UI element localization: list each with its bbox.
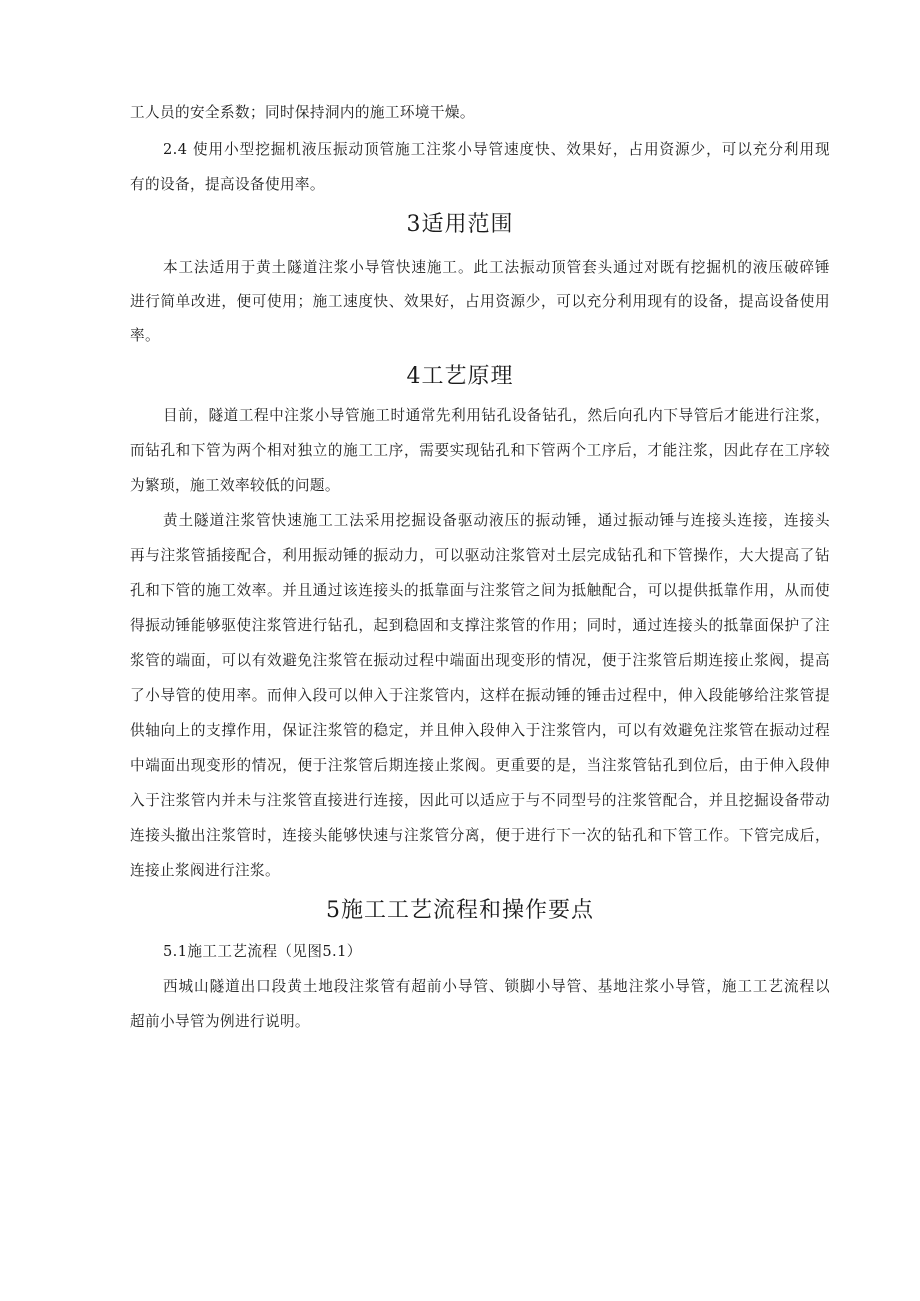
section-4-paragraph-line: 再与注浆管插接配合，利用振动锤的振动力，可以驱动注浆管对土层完成钻孔和下管操作，大大提高了钻 [130,547,830,564]
section-4-paragraph-line: 入于注浆管内并未与注浆管直接进行连接，因此可以适应于与不同型号的注浆管配合，并且挖掘设备带动 [130,792,830,809]
section-4-paragraph-line: 浆管的端面，可以有效避免注浆管在振动过程中端面出现变形的情况，便于注浆管后期连接止浆阀，提高 [130,652,830,669]
section-3-paragraph-line: 进行简单改进，便可使用；施工速度快、效果好，占用资源少，可以充分利用现有的设备，提高设备使用 [130,293,830,310]
section-4-paragraph-line: 目前，隧道工程中注浆小导管施工时通常先利用钻孔设备钻孔，然后向孔内下导管后才能进行注浆， [163,407,830,424]
item-2-4-line: 有的设备，提高设备使用率。 [130,176,325,193]
section-4-paragraph-line: 了小导管的使用率。而伸入段可以伸入于注浆管内，这样在振动锤的锤击过程中，伸入段能够给注浆管提 [130,687,830,704]
section-4-paragraph-line: 为繁琐，施工效率较低的问题。 [130,477,340,494]
section-3-heading: 3适用范围 [406,212,514,237]
section-3-paragraph-line: 率。 [130,327,160,344]
section-4-paragraph-line: 连接头撤出注浆管时，连接头能够快速与注浆管分离，便于进行下一次的钻孔和下管工作。下管完成后， [130,827,830,844]
section-5-heading: 5施工工艺流程和操作要点 [326,898,594,923]
section-4-paragraph-line: 孔和下管的施工效率。并且通过该连接头的抵靠面与注浆管之间为抵触配合，可以提供抵靠作用，从而使 [130,582,830,599]
item-2-4-line: 2.4 使用小型挖掘机液压振动顶管施工注浆小导管速度快、效果好，占用资源少，可以充分利用现 [163,141,830,158]
section-3-paragraph-line: 本工法适用于黄土隧道注浆小导管快速施工。此工法振动顶管套头通过对既有挖掘机的液压破碎锤 [163,259,830,276]
section-4-paragraph-line: 黄土隧道注浆管快速施工工法采用挖掘设备驱动液压的振动锤，通过振动锤与连接头连接，连接头 [163,512,830,529]
section-4-paragraph-line: 供轴向上的支撑作用，保证注浆管的稳定，并且伸入段伸入于注浆管内，可以有效避免注浆管在振动过程 [130,722,830,739]
section-5-paragraph-line: 超前小导管为例进行说明。 [130,1013,310,1030]
section-4-paragraph-line: 连接止浆阀进行注浆。 [130,862,280,879]
section-4-paragraph-line: 而钻孔和下管为两个相对独立的施工工序，需要实现钻孔和下管两个工序后，才能注浆，因此存在工序较 [130,442,830,459]
section-4-paragraph-line: 中端面出现变形的情况，便于注浆管后期连接止浆阀。更重要的是，当注浆管钻孔到位后，由于伸入段伸 [130,757,830,774]
subsection-5-1-title: 5.1施工工艺流程（见图5.1） [163,943,362,960]
section-4-heading: 4工艺原理 [406,364,514,389]
section-4-paragraph-line: 得振动锤能够驱使注浆管进行钻孔，起到稳固和支撑注浆管的作用；同时，通过连接头的抵靠面保护了注 [130,617,830,634]
body-text-line: 工人员的安全系数；同时保持洞内的施工环境干燥。 [130,104,475,121]
section-5-paragraph-line: 西城山隧道出口段黄土地段注浆管有超前小导管、锁脚小导管、基地注浆小导管，施工工艺流程以 [163,978,830,995]
